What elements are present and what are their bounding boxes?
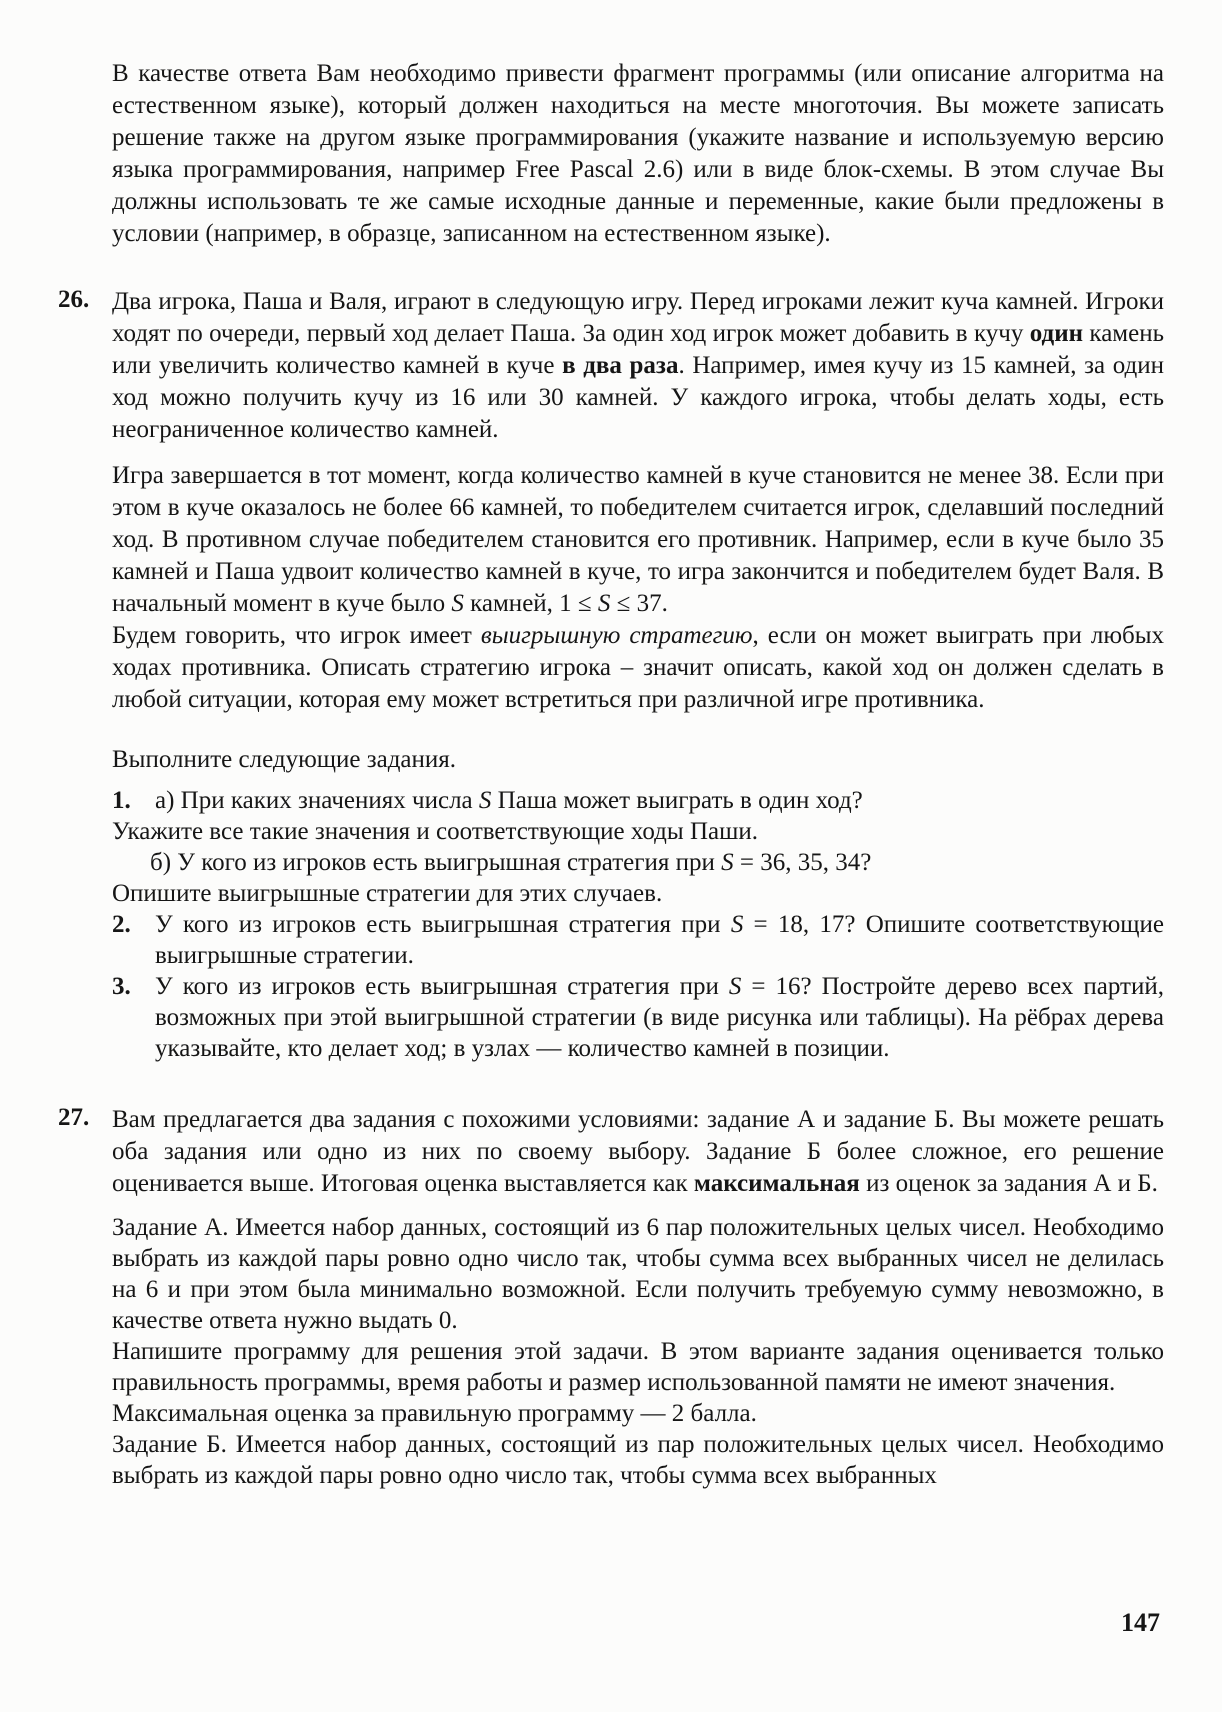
task-b-paragraph: Задание Б. Имеется набор данных, состоящий из пар положительных целых чисел. Необходимо выбрать из каждой пары ровно одно число так, чтобы сумма всех выбранных — [112, 1431, 1164, 1489]
task-2-number: 2. — [112, 911, 131, 938]
task-2 — [112, 909, 1164, 971]
task-3-number: 3. — [112, 973, 131, 1000]
problem-26-number: 26. — [58, 286, 90, 313]
task-1-line-b: б) У кого из игроков есть выигрышная стратегия при S = 36, 35, 34? — [150, 849, 872, 876]
problem-26-para-3: Будем говорить, что игрок имеет выигрышную стратегию, если он может выиграть при любых ходах противника. Описать стратегию игрока – значит описать, какой ход он должен сделать в любой ситуации, которая ему может встретиться при различной игре противника. — [112, 622, 1165, 713]
intro-paragraph: В качестве ответа Вам необходимо привести фрагмент программы (или описание алгоритма на естественном языке), который должен находиться на месте многоточия. Вы можете записать решение также на другом языке программирования (укажите название и используемую версию языка программирования, например Free Pascal 2.6) или в виде блок-схемы. В этом случае Вы должны использовать те же самые исходные данные и переменные, какие были предложены в условии (например, в образце, записанном на естественном языке). — [112, 60, 1164, 247]
problem-26 — [58, 286, 1165, 1064]
task-list — [112, 785, 1164, 1064]
page-number: 147 — [1121, 1608, 1160, 1637]
task-3 — [112, 971, 1164, 1064]
problem-27 — [58, 1104, 1164, 1491]
task-1-number: 1. — [112, 787, 131, 814]
task-a-score-line: Максимальная оценка за правильную программу — 2 балла. — [112, 1400, 757, 1427]
problem-26-para-1: Два игрока, Паша и Валя, играют в следующую игру. Перед игроками лежит куча камней. Игроки ходят по очереди, первый ход делает Паша. За один ход игрок может добавить в кучу один камень или увеличить количество камней в куче в два раза. Например, имея кучу из 15 камней, за один ход можно получить кучу из 16 или 30 камней. У каждого игрока, чтобы делать ходы, есть неограниченное количество камней. — [112, 288, 1164, 443]
task-a-paragraph: Задание А. Имеется набор данных, состоящий из 6 пар положительных целых чисел. Необходимо выбрать из каждой пары ровно одно число так, чтобы сумма всех выбранных чисел не делилась на 6 и при этом была минимально возможной. Если получить требуемую сумму невозможно, в качестве ответа нужно выдать 0. — [112, 1214, 1164, 1334]
task-1-line-a — [112, 785, 1164, 816]
tasks-intro: Выполните следующие задания. — [112, 746, 457, 773]
problem-27-tasks-block — [112, 1212, 1164, 1491]
task-1-line-a2: Укажите все такие значения и соответствующие ходы Паши. — [112, 818, 758, 845]
problem-27-para-1: Вам предлагается два задания с похожими условиями: задание А и задание Б. Вы можете решать оба задания или одно из них по своему выбору. Задание Б более сложное, его решение оценивается выше. Итоговая оценка выставляется как максимальная из оценок за задания А и Б. — [112, 1106, 1164, 1197]
page-content — [58, 58, 1165, 1491]
problem-26-para-2: Игра завершается в тот момент, когда количество камней в куче становится не менее 38. Если при этом в куче оказалось не более 66 камней, то победителем считается игрок, сделавший последний ход. В противном случае победителем становится его противник. Например, если в куче было 35 камней и Паша удвоит количество камней в куче, то игра закончится и победителем будет Валя. В начальный момент в куче было S камней, 1 ≤ S ≤ 37. — [112, 462, 1164, 617]
problem-27-number: 27. — [58, 1104, 90, 1131]
task-1-line-b2: Опишите выигрышные стратегии для этих случаев. — [112, 880, 663, 907]
task-2-text: У кого из игроков есть выигрышная стратегия при S = 18, 17? Опишите соответствующие выигрышные стратегии. — [155, 911, 1164, 969]
task-a-write-paragraph: Напишите программу для решения этой задачи. В этом варианте задания оценивается только правильность программы, время работы и размер использованной памяти не имеют значения. — [112, 1338, 1164, 1396]
task-3-text: У кого из игроков есть выигрышная стратегия при S = 16? Постройте дерево всех партий, возможных при этой выигрышной стратегии (в виде рисунка или таблицы). На рёбрах дерева указывайте, кто делает ход; в узлах — количество камней в позиции. — [155, 973, 1164, 1062]
task-1-line-a-text: а) При каких значениях числа S Паша может выиграть в один ход? — [155, 787, 863, 814]
